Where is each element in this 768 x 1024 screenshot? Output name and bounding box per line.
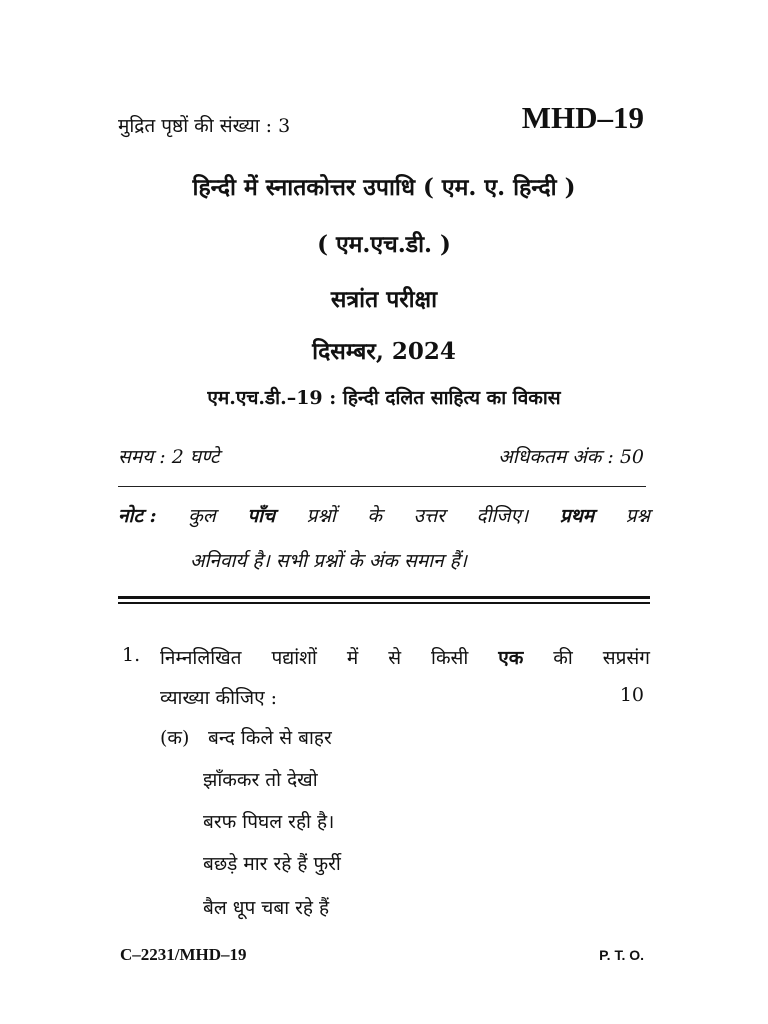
question-word: में	[346, 647, 359, 669]
note-word: दीजिए।	[476, 505, 529, 527]
note-word: के	[367, 505, 383, 527]
question-word-bold: एक	[498, 647, 524, 669]
question-word: से	[388, 647, 402, 669]
note-line-1	[118, 502, 650, 528]
question-text-line-1	[160, 644, 650, 670]
question-marks: 10	[619, 684, 644, 706]
note-word: प्रश्नों	[306, 505, 336, 527]
verse-line: बन्द किले से बाहर	[208, 727, 332, 749]
verse-line: बछड़े मार रहे हैं फुर्री	[203, 853, 341, 875]
double-divider-line	[118, 596, 650, 604]
maximum-marks: अधिकतम अंक : 50	[498, 446, 644, 468]
question-word: की	[553, 647, 573, 669]
verse-line: झाँककर तो देखो	[203, 769, 318, 791]
exam-duration: समय : 2 घण्टे	[118, 446, 220, 468]
divider-line	[118, 486, 646, 487]
note-label: नोट :	[118, 505, 157, 527]
question-word: सप्रसंग	[602, 647, 650, 669]
footer-pto: P. T. O.	[599, 947, 644, 963]
note-word: उत्तर	[413, 505, 445, 527]
exam-date: दिसम्बर, 2024	[312, 338, 456, 365]
question-word: पद्यांशों	[271, 647, 317, 669]
verse-line: बरफ पिघल रही है।	[203, 811, 335, 833]
question-number: 1.	[122, 644, 141, 666]
program-title: हिन्दी में स्नातकोत्तर उपाधि ( एम. ए. हिन्दी )	[192, 174, 576, 201]
course-code: MHD–19	[521, 100, 644, 135]
verse-line: बैल धूप चबा रहे हैं	[203, 897, 330, 919]
question-text-line-2: व्याख्या कीजिए :	[160, 687, 278, 709]
paper-title: एम.एच.डी.–19 : हिन्दी दलित साहित्य का विकास	[207, 387, 561, 409]
printed-pages-count: मुद्रित पृष्ठों की संख्या : 3	[118, 115, 291, 137]
note-word-bold: पाँच	[247, 505, 276, 527]
question-word: निम्नलिखित	[160, 647, 242, 669]
sub-question-label: (क)	[160, 727, 190, 749]
note-line-2: अनिवार्य है। सभी प्रश्नों के अंक समान हैं।	[190, 550, 468, 572]
note-word: प्रश्न	[625, 505, 650, 527]
exam-title: सत्रांत परीक्षा	[330, 286, 438, 313]
note-word-bold: प्रथम	[559, 505, 595, 527]
program-code: ( एम.एच.डी. )	[317, 231, 451, 258]
note-word: कुल	[188, 505, 216, 527]
footer-paper-code: C–2231/MHD–19	[120, 945, 247, 964]
question-word: किसी	[431, 647, 469, 669]
